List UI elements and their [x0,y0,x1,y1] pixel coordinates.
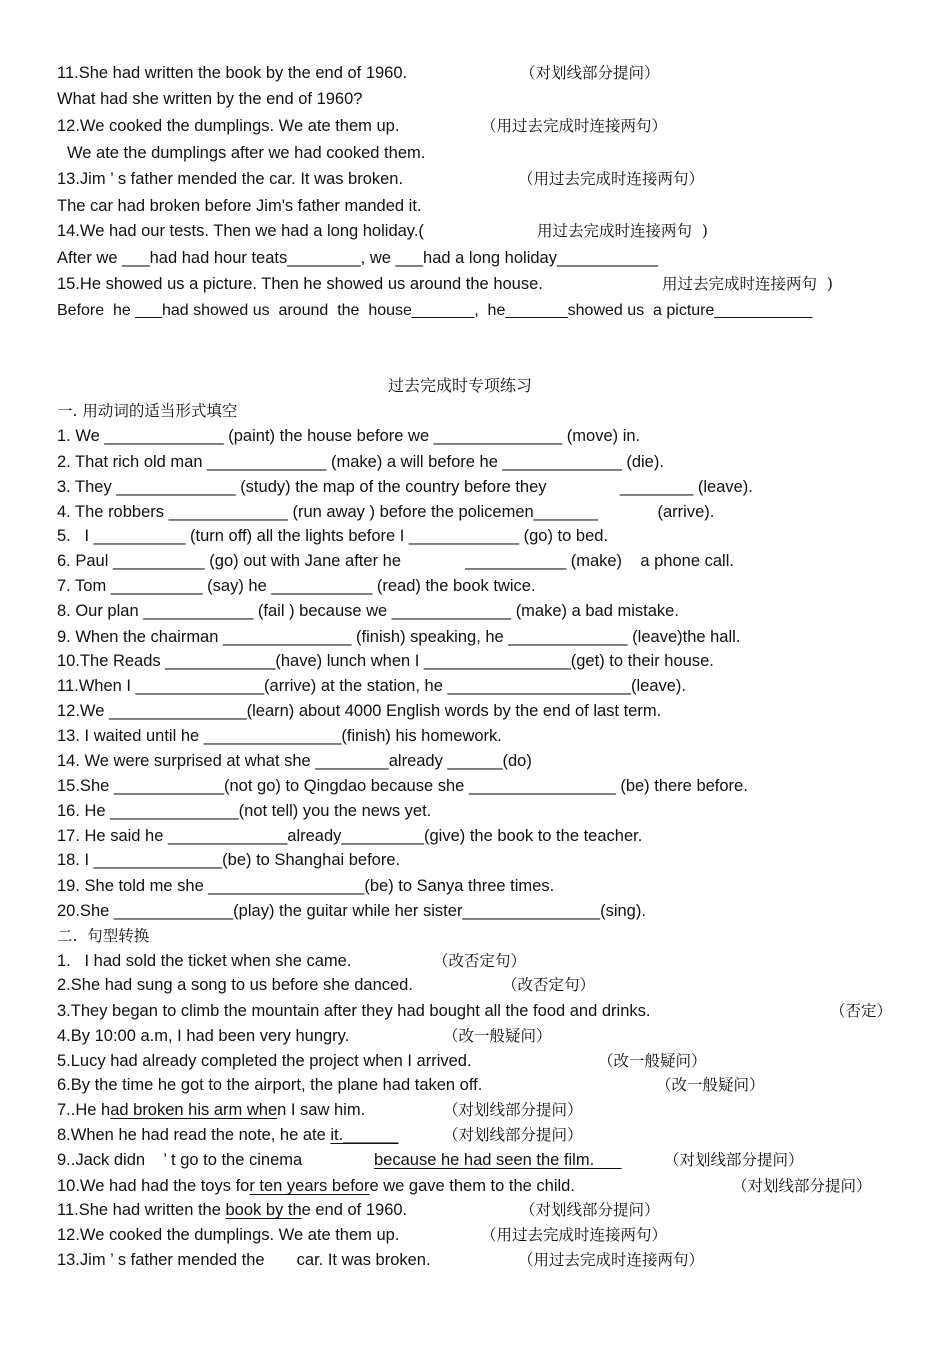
s2-item-1: 1. I had sold the ticket when she came. [57,952,352,970]
s2-item-9-text: 9..Jack didn ’ t go to the cinema [57,1151,303,1169]
exercise-item: 11.When I ______________(arrive) at the station, he ____________________(leave). [57,677,687,695]
s2-item-3: 3.They began to climb the mountain after they had bought all the food and drinks. [57,1002,651,1020]
exercise-item: 13. I waited until he _______________(finish) his homework. [57,727,502,745]
s2-item-13: 13.Jim ’ s father mended the car. It was broken. [57,1251,431,1269]
s2-hint-7: （对划线部分提问） [443,1101,583,1119]
s2-item-7-text-end: n I saw him. [277,1101,366,1119]
top-q15-hint: 用过去完成时连接两句 ) [662,275,833,293]
exercise-item: 15.She ____________(not go) to Qingdao because she ________________ (be) there before. [57,777,748,795]
top-q13-hint: （用过去完成时连接两句） [518,170,705,188]
s2-hint-4: （改一般疑问） [443,1027,552,1045]
s2-item-2: 2.She had sung a song to us before she danced. [57,976,413,994]
top-q12-hint: （用过去完成时连接两句） [481,117,668,135]
s2-hint-8: （对划线部分提问） [443,1126,583,1144]
s2-item-10 [57,1176,575,1196]
s2-item-7-underlined: ad broken his arm whe [110,1101,278,1119]
s2-hint-11: （对划线部分提问） [520,1201,660,1219]
section2-heading: 二. 句型转换 [57,927,150,945]
s2-hint-6: （改一般疑问） [656,1076,765,1094]
top-a11: What had she written by the end of 1960? [57,90,363,108]
top-q15: 15.He showed us a picture. Then he showed us around the house. [57,275,543,293]
top-q14-hint: 用过去完成时连接两句 ) [537,222,708,240]
s2-item-8 [57,1125,398,1145]
s2-item-11-text-end: e end of 1960. [301,1201,408,1219]
s2-item-4: 4.By 10:00 a.m, I had been very hungry. [57,1027,350,1045]
top-a15: Before he ___had showed us around the house_______, he_______showed us a picture___________ [57,302,813,319]
top-q13: 13.Jim ’ s father mended the car. It was broken. [57,170,404,188]
s2-hint-9: （对划线部分提问） [664,1151,804,1169]
s2-hint-10: （对划线部分提问） [732,1177,872,1195]
s2-hint-5: （改一般疑问） [598,1052,707,1070]
s2-item-7-text: 7..He h [57,1101,111,1119]
s2-item-9 [57,1150,302,1170]
exercise-item: 1. We _____________ (paint) the house before we ______________ (move) in. [57,427,641,445]
top-a14: After we ___had had hour teats________, we ___had a long holiday___________ [57,249,658,267]
exercise-item: 9. When the chairman ______________ (finish) speaking, he _____________ (leave)the hall. [57,628,741,646]
s2-item-5: 5.Lucy had already completed the project when I arrived. [57,1052,472,1070]
s2-hint-1: （改否定句） [433,952,527,970]
exercise-item: 2. That rich old man _____________ (make) a will before he _____________ (die). [57,453,664,471]
s2-item-6: 6.By the time he got to the airport, the plane had taken off. [57,1076,483,1094]
exercise-item: 14. We were surprised at what she ________already ______(do) [57,752,532,770]
exercise-item: 6. Paul __________ (go) out with Jane after he ___________ (make) a phone call. [57,552,734,570]
exercise-item: 8. Our plan ____________ (fail ) because we _____________ (make) a bad mistake. [57,602,679,620]
exercise-item: 7. Tom __________ (say) he ___________ (read) the book twice. [57,577,536,595]
exercise-item: 20.She _____________(play) the guitar while her sister_______________(sing). [57,902,646,920]
top-q11-hint: （对划线部分提问） [520,64,660,82]
s2-item-8-text: 8.When he had read the note, he ate [57,1126,331,1144]
s2-item-7 [57,1100,365,1120]
top-q11: 11.She had written the book by the end of 1960. [57,64,408,82]
exercise-item: 16. He ______________(not tell) you the news yet. [57,802,432,820]
top-q12: 12.We cooked the dumplings. We ate them up. [57,117,400,135]
exercise-item: 12.We _______________(learn) about 4000 English words by the end of last term. [57,702,662,720]
exercise-item: 4. The robbers _____________ (run away ) before the policemen_______ (arrive). [57,503,715,521]
exercise-item: 19. She told me she _________________(be) to Sanya three times. [57,877,555,895]
s2-item-11-text: 11.She had written the [57,1201,226,1219]
s2-item-10-underlined: r ten years befor [249,1177,370,1195]
s2-item-11-underlined: book by th [225,1201,302,1219]
s2-item-11 [57,1200,407,1220]
exercise-item: 17. He said he _____________already_________(give) the book to the teacher. [57,827,643,845]
exercise-item: 3. They _____________ (study) the map of the country before they ________ (leave). [57,478,753,496]
exercise-item: 18. I ______________(be) to Shanghai before. [57,851,401,869]
s2-hint-13: （用过去完成时连接两句） [518,1251,705,1269]
s2-item-8-underlined: it.______ [330,1126,399,1144]
top-q14: 14.We had our tests. Then we had a long holiday.( [57,222,424,240]
exercise-item: 5. I __________ (turn off) all the lights before I ____________ (go) to bed. [57,527,609,545]
s2-item-9-underlined: because he had seen the film. [374,1151,622,1169]
section1-heading: 一. 用动词的适当形式填空 [57,402,238,420]
page-title: 过去完成时专项练习 [388,376,533,395]
s2-hint-12: （用过去完成时连接两句） [481,1226,668,1244]
exercise-item: 10.The Reads ____________(have) lunch when I ________________(get) to their house. [57,652,714,670]
s2-item-12: 12.We cooked the dumplings. We ate them up. [57,1226,400,1244]
s2-hint-2: （改否定句） [502,976,596,994]
s2-item-10-text-end: e we gave them to the child. [369,1177,575,1195]
top-a12: We ate the dumplings after we had cooked them. [67,144,426,162]
s2-hint-3: （否定） [830,1002,893,1020]
top-a13: The car had broken before Jim's father manded it. [57,197,422,215]
s2-item-10-text: 10.We had had the toys fo [57,1177,250,1195]
